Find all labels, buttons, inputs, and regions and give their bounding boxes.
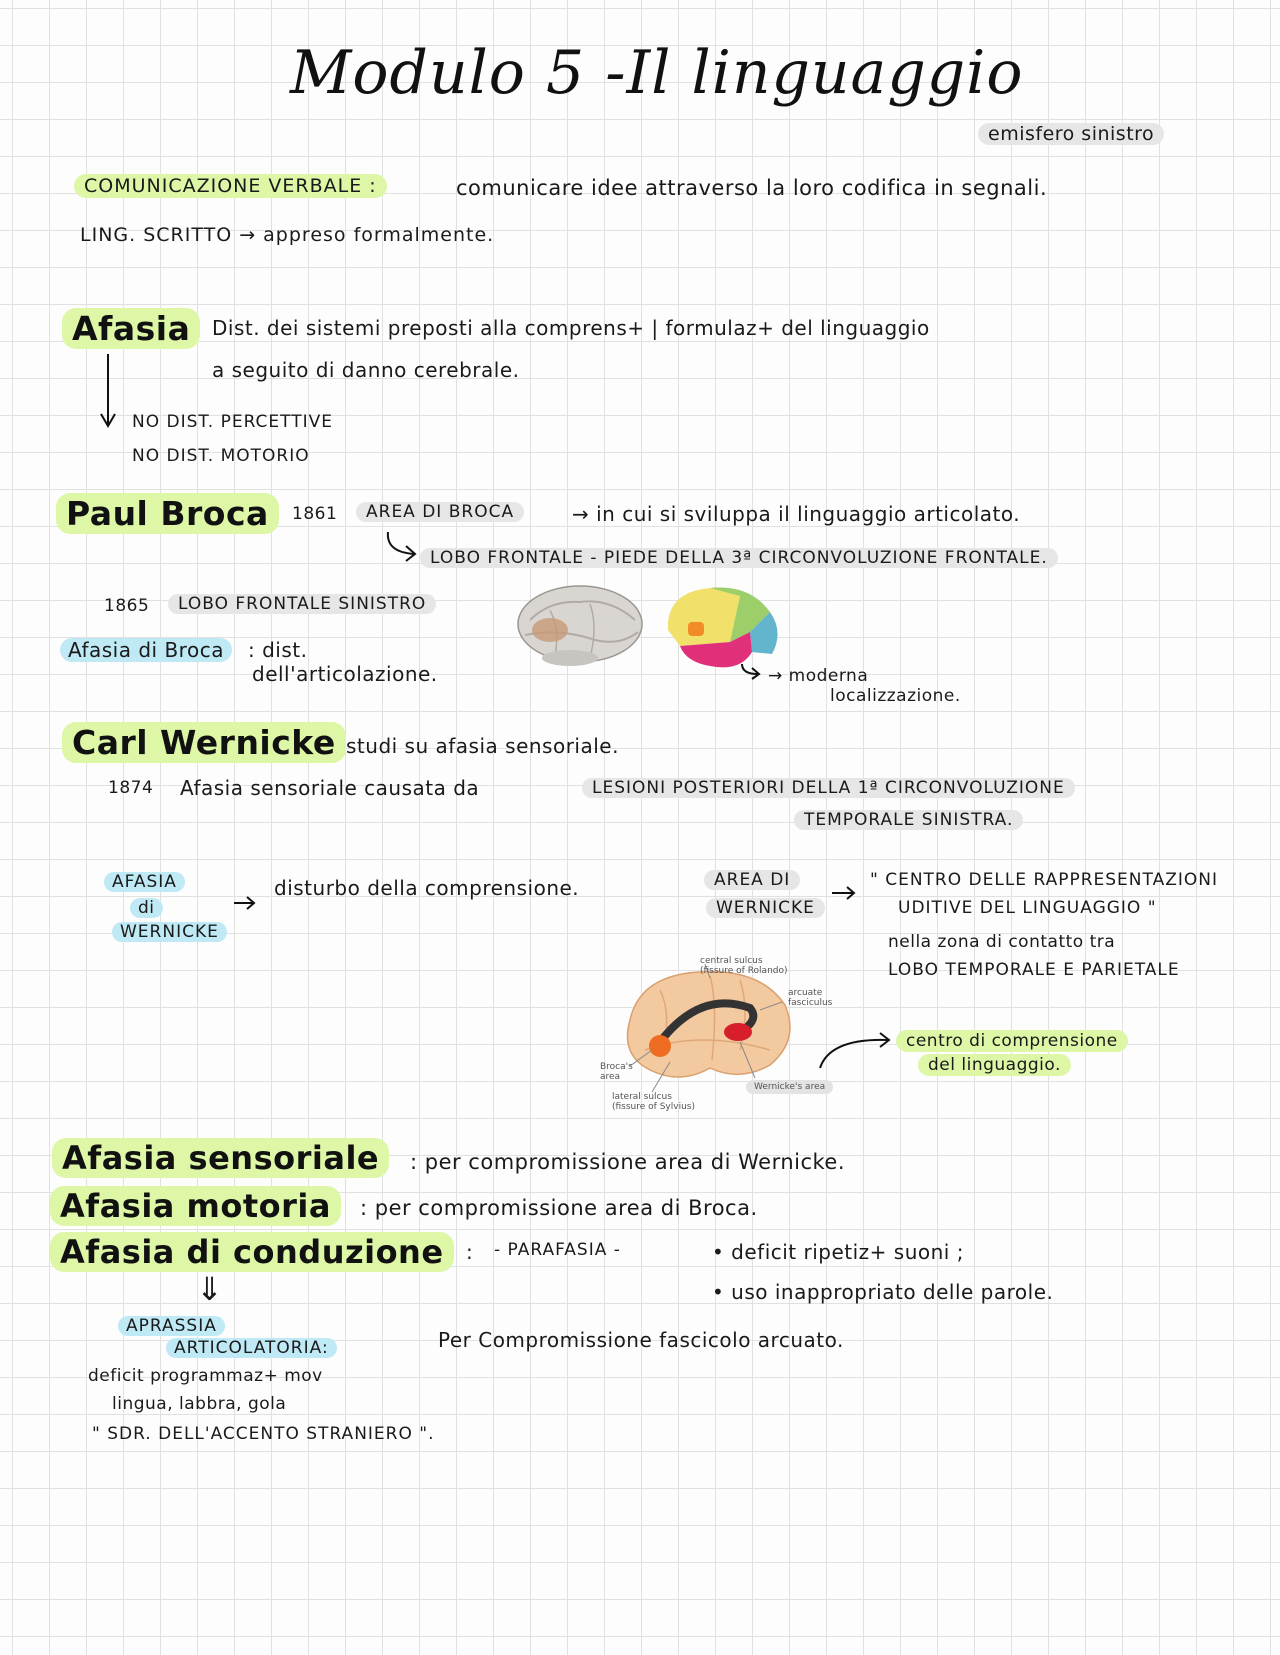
diagram-arcuate: arcuate	[788, 988, 823, 998]
comunicazione-term: COMUNICAZIONE VERBALE :	[74, 174, 387, 198]
curved-arrow-icon	[384, 530, 424, 564]
diagram-rolando: (fissure of Rolando)	[700, 966, 788, 976]
page-title: Modulo 5 -Il linguaggio	[290, 38, 1024, 108]
afasia-def-2: a seguito di danno cerebrale.	[212, 358, 520, 382]
afasia-term: Afasia	[62, 308, 200, 349]
broca-desc: → in cui si sviluppa il linguaggio articolato.	[572, 502, 1021, 526]
brain-photo-image	[510, 580, 660, 670]
aprassia-term-1: APRASSIA	[118, 1316, 225, 1336]
bullet-ripetizione	[712, 1240, 964, 1264]
diagram-sylvius: (fissure of Sylvius)	[612, 1102, 695, 1112]
disturbo-comprensione: disturbo della comprensione.	[274, 876, 580, 900]
no-dist-percettive: NO DIST. PERCETTIVE	[132, 412, 333, 432]
afasia-di-broca-def-1: : dist.	[248, 638, 308, 662]
deficit-programmazione: deficit programmaz+ mov	[88, 1366, 323, 1386]
afasia-motoria-term: Afasia motoria	[50, 1186, 341, 1226]
afasia-di-broca-term: Afasia di Broca	[60, 638, 232, 662]
diagram-broca: Broca's	[600, 1062, 633, 1072]
localizzazione-note: localizzazione.	[830, 686, 961, 706]
no-dist-motorio: NO DIST. MOTORIO	[132, 446, 310, 466]
right-arrow-icon	[832, 886, 858, 900]
lesioni-posteriori: LESIONI POSTERIORI DELLA 1ª CIRCONVOLUZIONE	[582, 778, 1075, 798]
bullet-icon: •	[712, 1240, 732, 1264]
sindrome-accento-straniero: " SDR. DELL'ACCENTO STRANIERO ".	[92, 1424, 435, 1444]
afasia-motoria-def: : per compromissione area di Broca.	[360, 1196, 758, 1220]
bullet-ripetizione-text: deficit ripetiz+ suoni ;	[731, 1240, 964, 1264]
afasia-wernicke-1: AFASIA	[104, 872, 185, 892]
right-arrow-icon	[234, 896, 258, 910]
afasia-conduzione-term: Afasia di conduzione	[50, 1232, 454, 1272]
broca-year-1865: 1865	[104, 596, 150, 616]
wernicke-year: 1874	[108, 778, 154, 798]
area-di-broca: AREA DI BROCA	[356, 502, 524, 522]
compromissione-fascicolo: Per Compromissione fascicolo arcuato.	[438, 1328, 844, 1352]
parafasia: - PARAFASIA -	[494, 1240, 621, 1260]
emisfero-note: emisfero sinistro	[978, 123, 1164, 145]
bullet-uso-parole-text: uso inappropriato delle parole.	[731, 1280, 1054, 1304]
diagram-area: area	[600, 1072, 621, 1082]
diagram-wernicke-area: Wernicke's area	[746, 1080, 833, 1094]
afasia-wernicke-3: WERNICKE	[112, 922, 227, 942]
area-di-wernicke-1: AREA DI	[704, 870, 800, 890]
down-arrow-icon	[100, 352, 120, 432]
afasia-conduzione-colon: :	[466, 1240, 474, 1264]
curved-arrow-icon	[740, 664, 764, 680]
moderna-note: → moderna	[768, 666, 869, 686]
wernicke-name: Carl Wernicke	[62, 722, 346, 763]
centro-rappresentazioni-2: UDITIVE DEL LINGUAGGIO "	[898, 898, 1157, 918]
afasia-sensoriale-term: Afasia sensoriale	[52, 1138, 389, 1178]
broca-year-1861: 1861	[292, 504, 338, 524]
brain-lobes-image	[660, 582, 790, 672]
afasia-def-1: Dist. dei sistemi preposti alla comprens+ | formulaz+ del linguaggio	[212, 316, 930, 340]
ling-scritto: LING. SCRITTO → appreso formalmente.	[80, 224, 495, 246]
afasia-wernicke-2: di	[130, 898, 163, 918]
diagram-central-sulcus: central sulcus	[700, 956, 763, 966]
lobo-frontale-sinistro: LOBO FRONTALE SINISTRO	[168, 594, 436, 614]
aprassia-term-2: ARTICOLATORIA:	[166, 1338, 337, 1358]
diagram-fasciculus: fasciculus	[788, 998, 833, 1008]
curved-arrow-icon	[818, 1030, 898, 1070]
area-di-wernicke-2: WERNICKE	[706, 898, 825, 918]
afasia-sensoriale-def: : per compromissione area di Wernicke.	[410, 1150, 846, 1174]
wernicke-studi: studi su afasia sensoriale.	[346, 734, 619, 758]
bullet-uso-parole	[712, 1280, 1053, 1304]
lobo-frontale-piede: LOBO FRONTALE - PIEDE DELLA 3ª CIRCONVOLUZIONE FRONTALE.	[420, 548, 1058, 568]
zona-contatto: nella zona di contatto tra	[888, 932, 1116, 952]
centro-comprensione-1: centro di comprensione	[896, 1030, 1128, 1052]
bullet-icon: •	[712, 1280, 732, 1304]
centro-rappresentazioni-1: " CENTRO DELLE RAPPRESENTAZIONI	[870, 870, 1218, 890]
diagram-lateral-sulcus: lateral sulcus	[612, 1092, 672, 1102]
double-down-arrow-icon: ⇓	[196, 1270, 224, 1308]
afasia-di-broca-def-2: dell'articolazione.	[252, 662, 438, 686]
broca-name: Paul Broca	[56, 493, 279, 534]
wernicke-afasia-line: Afasia sensoriale causata da	[180, 776, 480, 800]
lobo-temporale-parietale: LOBO TEMPORALE E PARIETALE	[888, 960, 1180, 980]
comunicazione-definition: comunicare idee attraverso la loro codifica in segnali.	[456, 176, 1048, 200]
temporale-sinistra: TEMPORALE SINISTRA.	[794, 810, 1023, 830]
centro-comprensione-2: del linguaggio.	[918, 1054, 1071, 1076]
lingua-labbra-gola: lingua, labbra, gola	[112, 1394, 287, 1414]
